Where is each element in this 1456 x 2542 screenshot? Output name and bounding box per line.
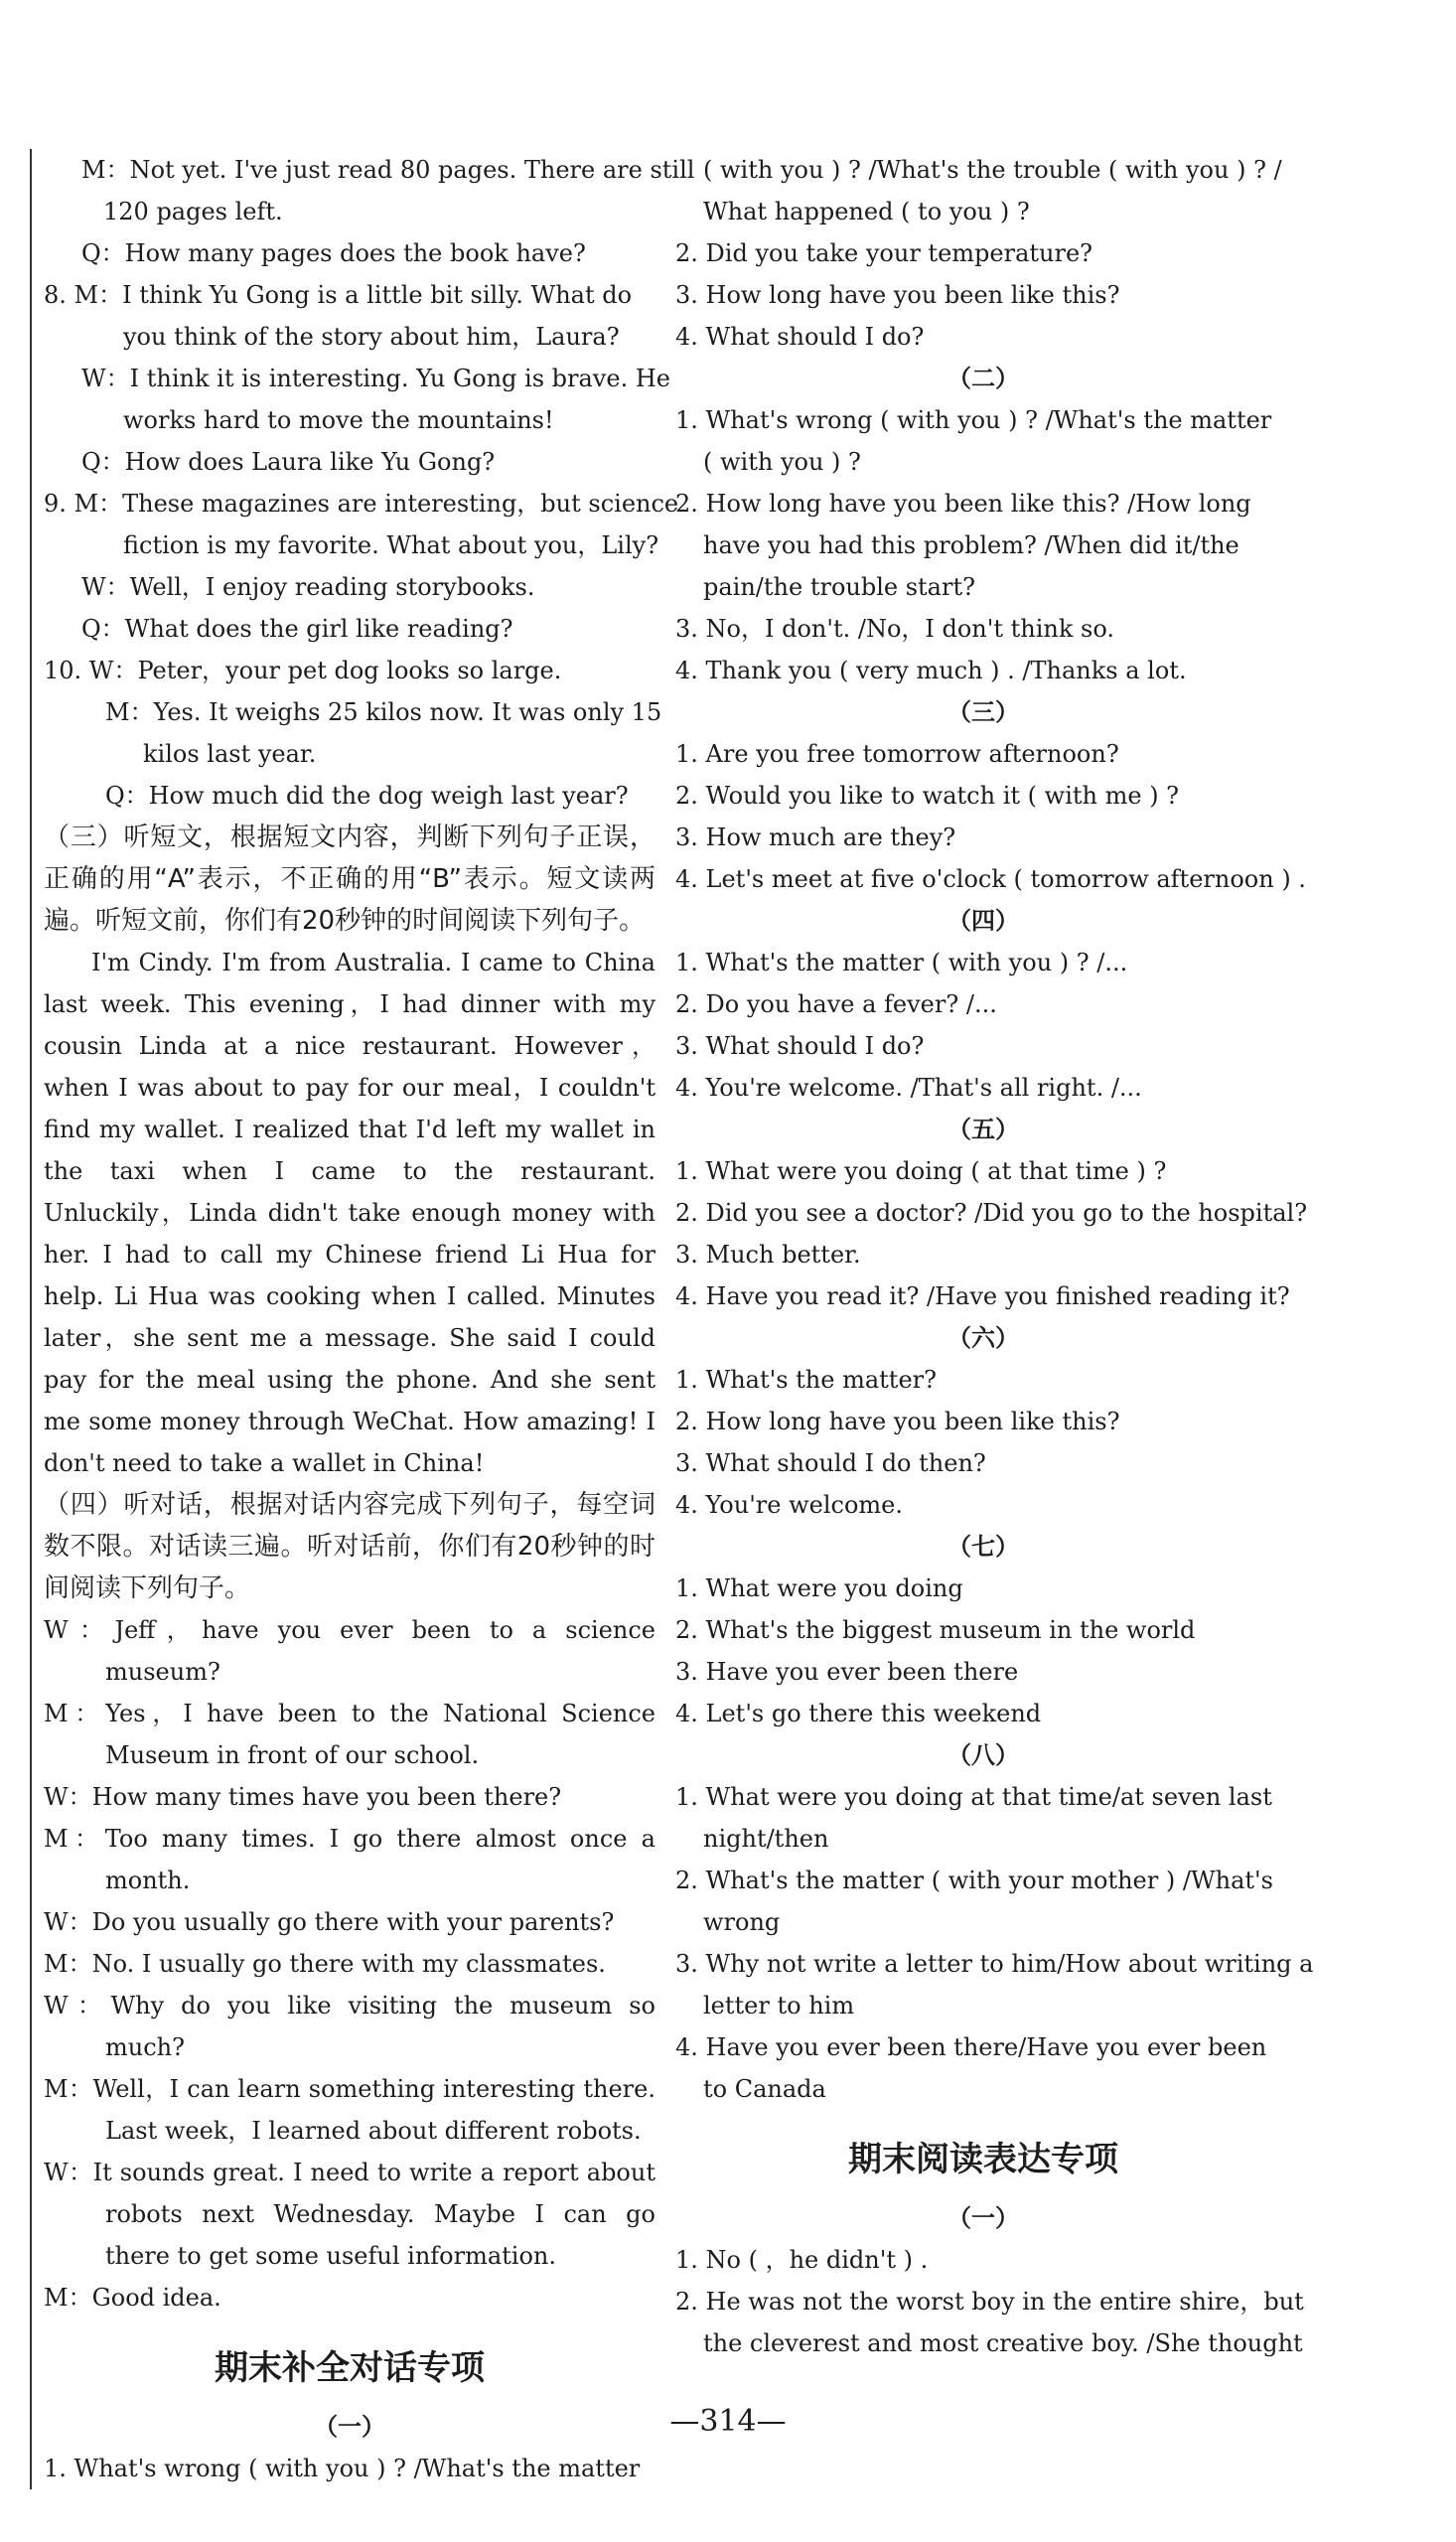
dialogue-line: M：Yes，I have been to the National Science Museum in front of our school. bbox=[44, 1700, 655, 1769]
text-line: W：Well，I enjoy reading storybooks. bbox=[81, 573, 535, 601]
section-heading: 期末阅读表达专项 bbox=[848, 2140, 1118, 2179]
answer-item: 3. How much are they? bbox=[675, 823, 956, 851]
answer-item: 1. What's the matter? bbox=[675, 1366, 937, 1394]
section-4-title: （四）听对话，根据对话内容完成下列句子，每空词数不限。对话读三遍。听对话前，你们有20秒钟的时间阅读下列句子。 bbox=[44, 1490, 655, 1603]
text-line: What happened ( to you ) ? bbox=[703, 198, 1030, 225]
answer-item: 2. How long have you been like this? /How long bbox=[675, 490, 1251, 518]
answer-item: 4. Let's meet at five o'clock ( tomorrow afternoon ) . bbox=[675, 865, 1306, 893]
subsection-label: （一） bbox=[314, 2413, 385, 2441]
answer-item: 4. You're welcome. bbox=[675, 1491, 903, 1519]
text-line: W：I think it is interesting. Yu Gong is brave. He bbox=[81, 365, 670, 392]
answer-item: 4. Let's go there this weekend bbox=[675, 1700, 1042, 1727]
subsection-label: （七） bbox=[947, 1533, 1019, 1561]
dialogue-line: W：Why do you like visiting the museum so much? bbox=[44, 1992, 655, 2061]
section-3-title: （三）听短文，根据短文内容，判断下列句子正误，正确的用“A”表示，不正确的用“B”表示。短文读两遍。听短文前，你们有20秒钟的时间阅读下列句子。 bbox=[44, 822, 655, 936]
text-line: M：Not yet. I've just read 80 pages. There are still bbox=[81, 156, 695, 184]
text-line: kilos last year. bbox=[143, 740, 317, 768]
dialogue-line: W：How many times have you been there? bbox=[44, 1783, 562, 1811]
answer-item: 2. What's the matter ( with your mother ) /What's bbox=[675, 1867, 1273, 1894]
subsection-label: （四） bbox=[947, 907, 1019, 935]
answer-item: 1. What were you doing bbox=[675, 1574, 963, 1602]
answer-item: 1. What were you doing ( at that time ) ? bbox=[675, 1157, 1167, 1185]
text-line: M：Yes. It weighs 25 kilos now. It was only 15 bbox=[105, 698, 662, 726]
answer-item: 2. Did you take your temperature? bbox=[675, 239, 1093, 267]
answer-item: 2. What's the biggest museum in the world bbox=[675, 1616, 1196, 1644]
answer-item: 4. Have you ever been there/Have you ever been bbox=[675, 2033, 1267, 2061]
answer-item: 3. Much better. bbox=[675, 1241, 861, 1269]
dialogue-line: W：Jeff，have you ever been to a science museum? bbox=[44, 1616, 655, 1686]
answer-item: 1. What's the matter ( with you ) ? /... bbox=[675, 949, 1128, 976]
answer-item: 4. Have you read it? /Have you finished reading it? bbox=[675, 1282, 1290, 1310]
answer-item: 3. What should I do then? bbox=[675, 1449, 986, 1477]
page-number: —314— bbox=[669, 2404, 787, 2439]
subsection-label: （二） bbox=[947, 365, 1019, 392]
answer-item: 2. He was not the worst boy in the entire shire，but bbox=[675, 2288, 1304, 2316]
section-heading: 期末补全对话专项 bbox=[215, 2348, 485, 2388]
text-line: 8. M：I think Yu Gong is a little bit silly. What do bbox=[44, 281, 633, 309]
text-line: Q：How does Laura like Yu Gong? bbox=[81, 448, 496, 476]
text-line: fiction is my favorite. What about you，Lily? bbox=[123, 531, 659, 559]
text-line: night/then bbox=[703, 1825, 829, 1853]
text-line: ( with you ) ? bbox=[703, 448, 861, 476]
dialogue-line: W：It sounds great. I need to write a report about robots next Wednesday. Maybe I can go there to get some useful information. bbox=[44, 2159, 655, 2270]
answer-item: 1. Are you free tomorrow afternoon? bbox=[675, 740, 1119, 768]
text-line: 120 pages left. bbox=[103, 198, 283, 225]
text-line: Q：How much did the dog weigh last year? bbox=[105, 782, 629, 810]
answer-item: 1. No ( ，he didn't ) . bbox=[675, 2246, 929, 2274]
dialogue-line: W：Do you usually go there with your parents? bbox=[44, 1908, 615, 1936]
text-line: letter to him bbox=[703, 1992, 855, 2019]
text-line: works hard to move the mountains! bbox=[123, 406, 554, 434]
answer-item: 2. Would you like to watch it ( with me ) ? bbox=[675, 782, 1180, 810]
answer-item: 3. Have you ever been there bbox=[675, 1658, 1019, 1686]
text-line: Q：How many pages does the book have? bbox=[81, 239, 586, 267]
text-line: to Canada bbox=[703, 2075, 826, 2103]
text-line: wrong bbox=[703, 1908, 781, 1936]
answer-item: 4. You're welcome. /That's all right. /... bbox=[675, 1074, 1142, 1102]
text-line: the cleverest and most creative boy. /She thought bbox=[703, 2329, 1303, 2357]
answer-item: 3. What should I do? bbox=[675, 1032, 925, 1060]
text-line: 10. W：Peter，your pet dog looks so large. bbox=[44, 657, 562, 684]
answer-item: 3. No，I don't. /No，I don't think so. bbox=[675, 615, 1115, 643]
answer-item: 2. How long have you been like this? bbox=[675, 1408, 1120, 1435]
dialogue-line: M：Well，I can learn something interesting there. Last week，I learned about different robots. bbox=[44, 2075, 655, 2145]
text-line: Q：What does the girl like reading? bbox=[81, 615, 513, 643]
subsection-label: （一） bbox=[947, 2204, 1019, 2232]
text-line: ( with you ) ? /What's the trouble ( with you ) ? / bbox=[703, 156, 1282, 184]
text-line: you think of the story about him，Laura? bbox=[123, 323, 620, 351]
dialogue-line: M：Good idea. bbox=[44, 2284, 221, 2312]
subsection-label: （三） bbox=[947, 698, 1019, 726]
answer-item: 1. What's wrong ( with you ) ? /What's the matter bbox=[44, 2455, 641, 2482]
answer-item: 3. Why not write a letter to him/How about writing a bbox=[675, 1950, 1314, 1978]
dialogue-line: M：No. I usually go there with my classmates. bbox=[44, 1950, 606, 1978]
answer-item: 4. Thank you ( very much ) . /Thanks a lot. bbox=[675, 657, 1187, 684]
text-line: have you had this problem? /When did it/the bbox=[703, 531, 1239, 559]
answer-item: 4. What should I do? bbox=[675, 323, 925, 351]
right-column bbox=[675, 149, 1314, 2364]
left-column bbox=[30, 149, 695, 2489]
answer-item: 2. Did you see a doctor? /Did you go to the hospital? bbox=[675, 1199, 1308, 1227]
answer-item: 1. What's wrong ( with you ) ? /What's the matter bbox=[675, 406, 1272, 434]
subsection-label: （六） bbox=[947, 1324, 1019, 1352]
text-line: 9. M：These magazines are interesting，but science bbox=[44, 490, 679, 518]
text-line: pain/the trouble start? bbox=[703, 573, 975, 601]
answer-item: 1. What were you doing at that time/at seven last bbox=[675, 1783, 1272, 1811]
answer-item: 3. How long have you been like this? bbox=[675, 281, 1120, 309]
subsection-label: （五） bbox=[947, 1116, 1019, 1143]
answer-item: 2. Do you have a fever? /... bbox=[675, 990, 997, 1018]
listening-passage: I'm Cindy. I'm from Australia. I came to China last week. This evening，I had dinner with my cousin Linda at a nice restaurant. However，when I was about to pay for our meal，I couldn't find my wallet. I realized that I'd left my wallet in the taxi when I came to the restaurant. Unluckily，Linda didn't take enough money with her. I had to call my Chinese friend Li Hua for help. Li Hua was cooking when I called. Minutes later，she sent me a message. She said I could pay for the meal using the phone. And she sent me some money through WeChat. How amazing! I don't need to take a wallet in China! bbox=[44, 949, 655, 1477]
subsection-label: （八） bbox=[947, 1741, 1019, 1769]
dialogue-line: M：Too many times. I go there almost once a month. bbox=[44, 1825, 655, 1894]
